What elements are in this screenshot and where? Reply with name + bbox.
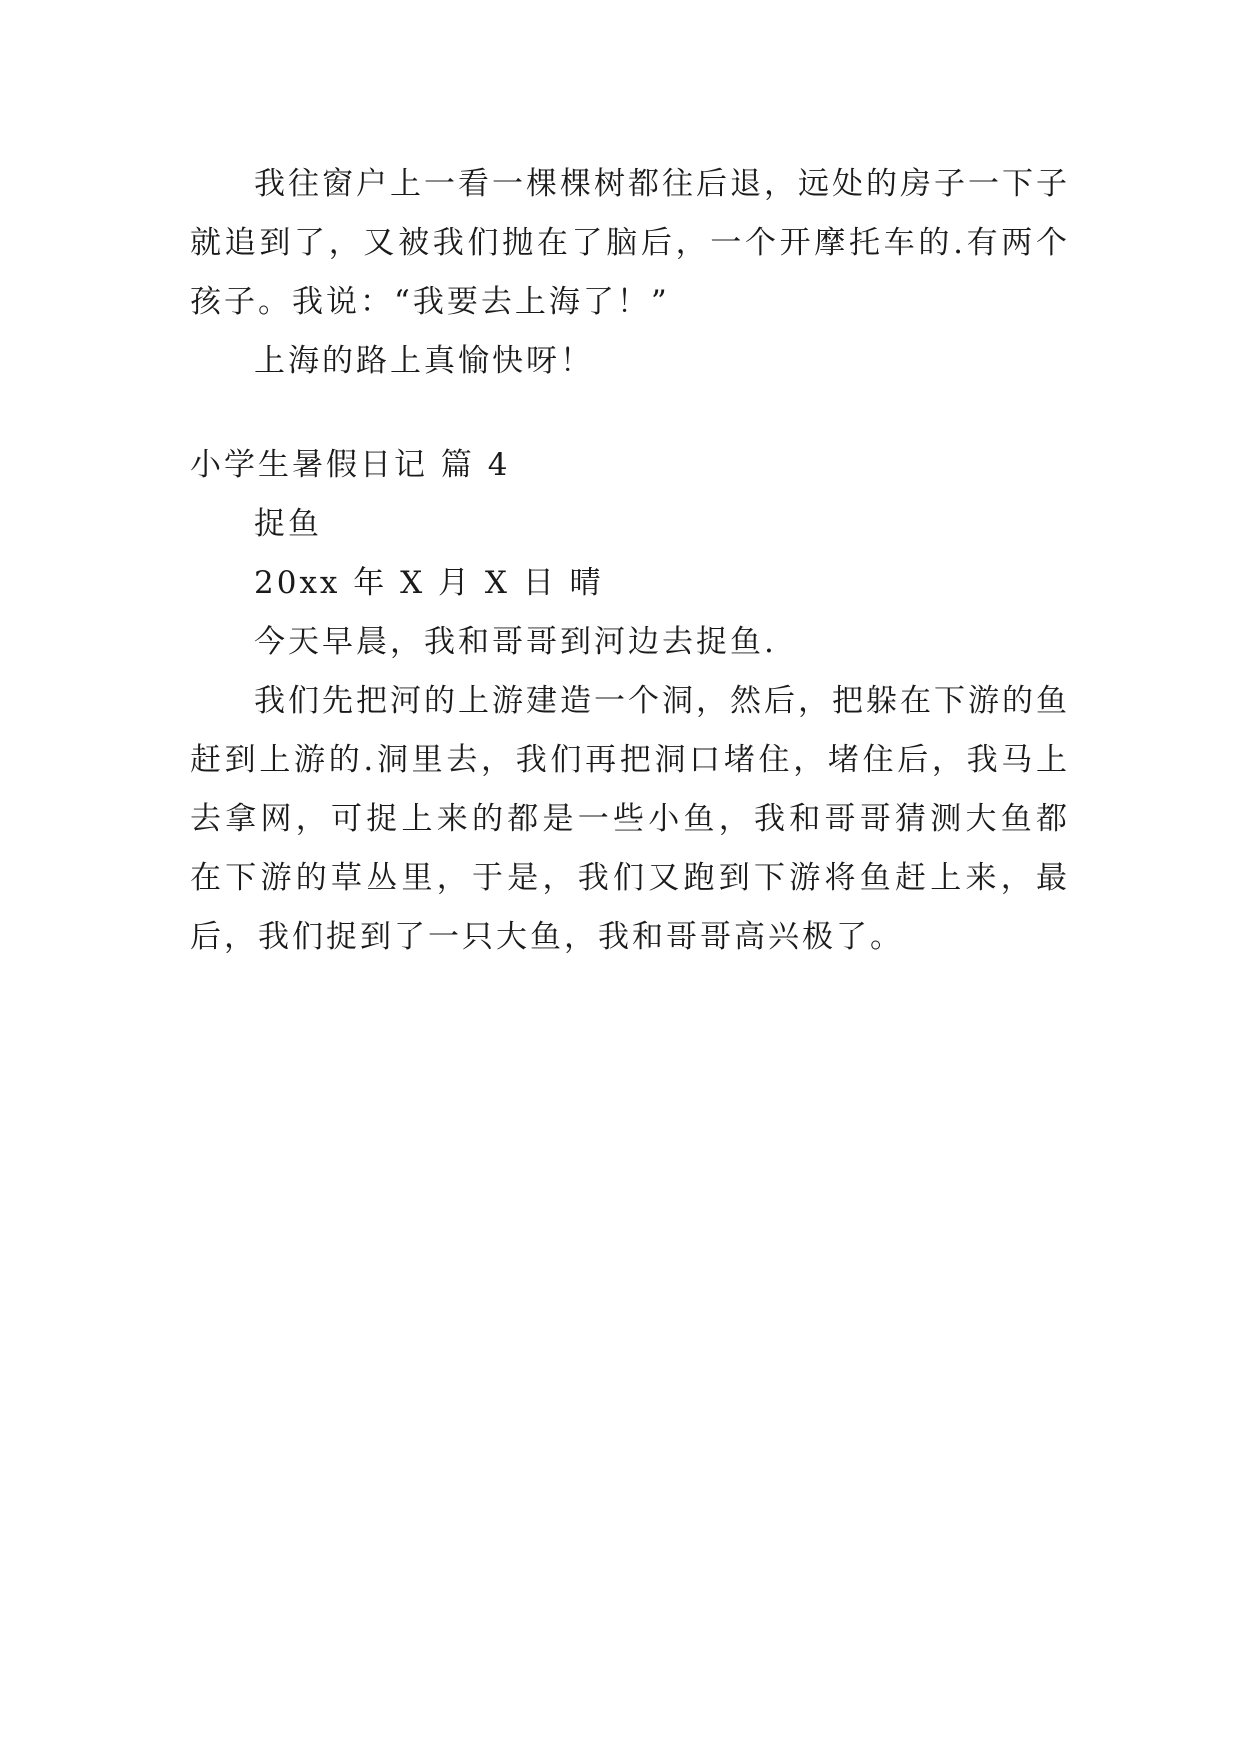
section-spacer	[190, 391, 1070, 436]
entry-date: 20xx 年 X 月 X 日 晴	[254, 565, 604, 601]
paragraph-shanghai-road: 上海的路上真愉快呀！	[254, 343, 594, 379]
paragraph-morning: 今天早晨，我和哥哥到河边去捉鱼.	[254, 624, 777, 660]
section-title: 小学生暑假日记 篇 4	[190, 447, 511, 483]
entry-title: 捉鱼	[254, 506, 322, 542]
paragraph-catching-fish: 我们先把河的上游建造一个洞，然后，把躲在下游的鱼赶到上游的.洞里去，我们再把洞口堵住，堵住后，我马上去拿网，可捉上来的都是一些小鱼，我和哥哥猜测大鱼都在下游的草丛里，于是，我们又跑到下游将鱼赶上来，最后，我们捉到了一只大鱼，我和哥哥高兴极了。	[190, 683, 1070, 955]
paragraph-window-view: 我往窗户上一看一棵棵树都往后退，远处的房子一下子就追到了，又被我们抛在了脑后，一个开摩托车的.有两个孩子。我说：“我要去上海了！”	[190, 166, 1070, 320]
document-body	[190, 155, 1070, 967]
